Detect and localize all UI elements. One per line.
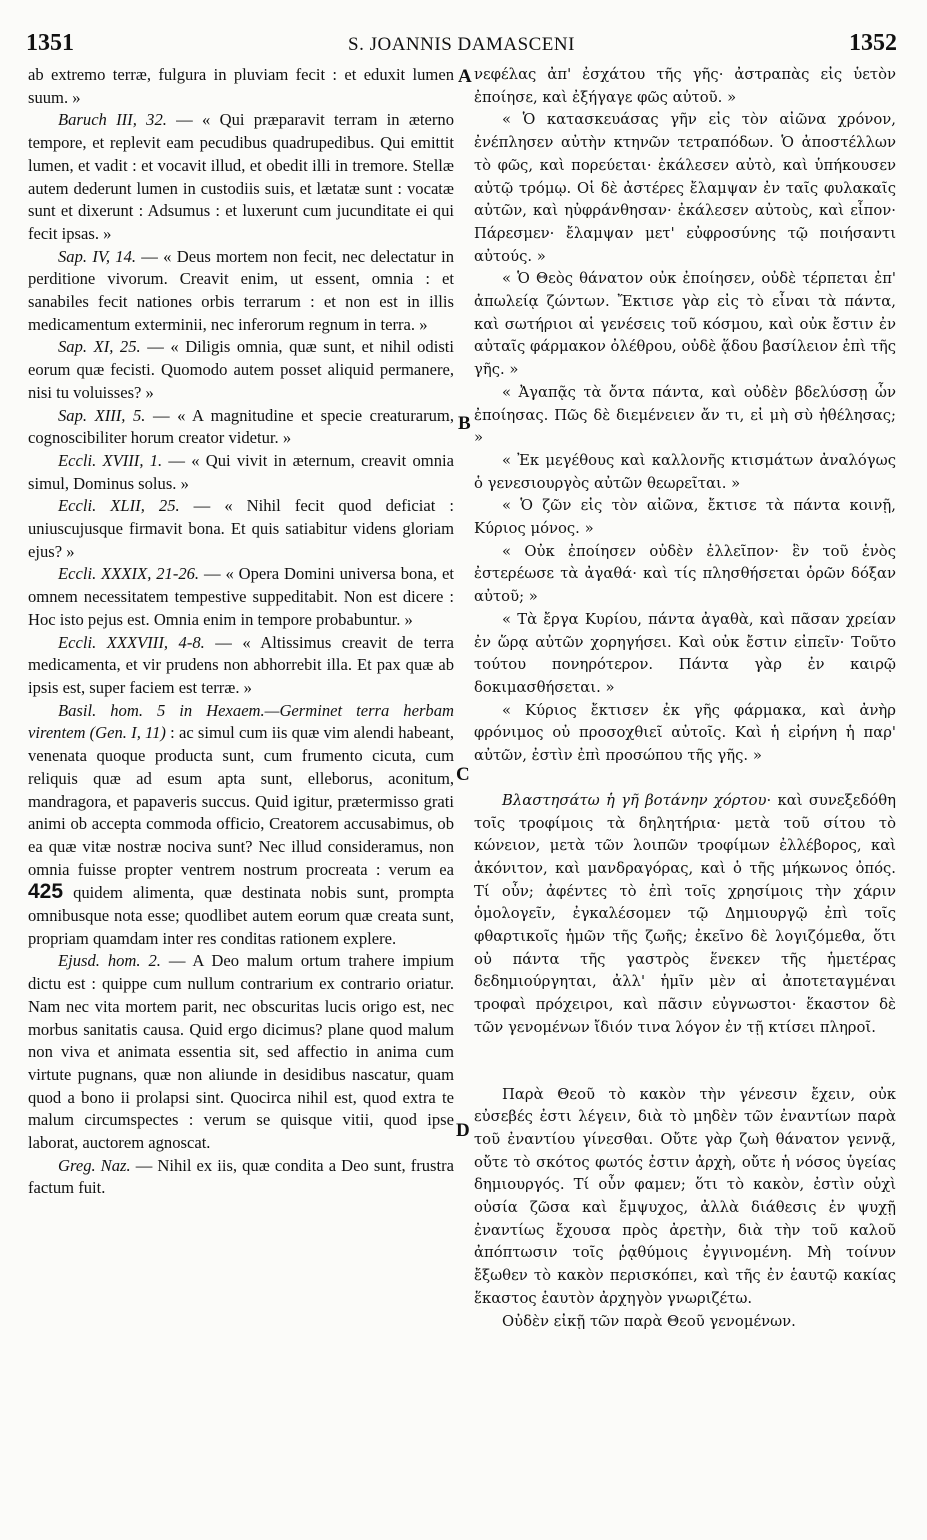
margin-letter-b: B bbox=[458, 413, 471, 434]
latin-paragraph bbox=[28, 495, 454, 563]
greek-paragraph: « Ἐκ μεγέθους καὶ καλλονῆς κτισμάτων ἀναλόγως ὁ γενεσιουργὸς αὐτῶν θεωρεῖται. » bbox=[474, 451, 896, 492]
latin-text: — « Nihil fecit quod deficiat : uniuscujusque firmavit bona. Et quis satiabitur videns gloriam ejus? » bbox=[28, 496, 454, 561]
spacer bbox=[474, 768, 896, 790]
greek-paragraph: « Ὁ ζῶν εἰς τὸν αἰῶνα, ἔκτισε τὰ πάντα κοινῇ, Κύριος μόνος. » bbox=[474, 497, 896, 538]
citation: Sap. IV, 14. bbox=[58, 246, 137, 266]
latin-text: quidem alimenta, quæ destinata nobis sunt, prompta omnibusque nota esse; quodlibet autem eorum quæ creata sunt, propriam quamdam inter res conditas rationem explere. bbox=[28, 883, 454, 948]
margin-letter-a: A bbox=[458, 66, 472, 87]
greek-paragraph: « Ἀγαπᾷς τὰ ὄντα πάντα, καὶ οὐδὲν βδελύσσῃ ὧν ἐποίησας. Πῶς δὲ διεμένειεν ἄν τι, εἰ μὴ σὺ ἠθέλησας; » bbox=[474, 383, 896, 447]
running-title: S. JOANNIS DAMASCENI bbox=[348, 34, 575, 55]
latin-text: — A Deo malum ortum trahere impium dictu est : quippe cum nullum contrarium ex contrario oriatur. Nam nec vita mortem parit, nec obscuritas lucis origo est, nec morbus sanitatis causa. Quid ergo dicimus? plane quod malum non viva et animata essentia sit, sed affectio in anima cum virtute pugnans, quæ non aliunde in desidibus nascatur, quam quod a bono ii prolapsi sint. Quocirca nihil est, quod extra te malum circumspectes : verum se quisque vitii, quod ipse laborat, auctorem agnoscat. bbox=[28, 951, 454, 1153]
citation: Sap. XI, 25. bbox=[58, 337, 141, 357]
latin-text: ab extremo terræ, fulgura in pluviam fecit : et eduxit lumen suum. » bbox=[28, 65, 454, 107]
latin-paragraph bbox=[28, 700, 454, 951]
greek-paragraph: « Οὐκ ἐποίησεν οὐδὲν ἐλλεῖπον· ἓν τοῦ ἑνὸς ἐστερέωσε τὰ ἀγαθά· καὶ τίς πλησθήσεται ὁρῶν δόξαν αὐτοῦ; » bbox=[474, 542, 896, 606]
latin-text: — « Qui vivit in æternum, creavit omnia simul, Dominus solus. » bbox=[28, 450, 454, 493]
latin-text: — « A magnitudine et specie creaturarum, cognoscibiliter horum creator videtur. » bbox=[28, 405, 454, 448]
latin-paragraph bbox=[28, 632, 454, 700]
citation: Baruch III, 32. bbox=[58, 110, 167, 130]
latin-text: — « Diligis omnia, quæ sunt, et nihil odisti eorum quæ fecisti. Quomodo autem posset aliquid permanere, nisi tu voluisses? » bbox=[28, 337, 455, 402]
latin-text: — « Opera Domini universa bona, et omnem necessitatem tempestive suppeditabit. Non est dicere : Hoc isto pejus est. Omnia enim in tempore probabuntur. » bbox=[28, 564, 454, 629]
greek-paragraph: Παρὰ Θεοῦ τὸ κακὸν τὴν γένεσιν ἔχειν, οὐκ εὐσεβές ἐστι λέγειν, διὰ τὸ μηδὲν τῶν ἐναντίων παρὰ τοῦ ἐναντίου γίνεσθαι. Οὔτε γὰρ ζωὴ θάνατον γεννᾷ, οὔτε τὸ σκότος φωτός ἐστιν ἀρχὴ, οὔτε ἡ νόσος ὑγείας δημιουργός. Τί οὖν φαμεν; ὅτι τὸ κακὸν, ἐστὶν οὐχὶ οὐσία ζῶσα καὶ ἔμψυχος, ἀλλὰ διάθεσις ἐν ψυχῇ ἐναντίως ἔχουσα πρὸς ἀρετὴν, διὰ τὴν τοῦ καλοῦ ἀπόπτωσιν τοῖς ῥᾳθύμοις ἐγγινομένη. Μὴ τοίνυν ἔξωθεν τὸ κακὸν περισκόπει, καὶ τῆς ἐν ἑαυτῷ κακίας ἕκαστος ἑαυτὸν ἀρχηγὸν γνωριζέτω. bbox=[474, 1085, 896, 1307]
latin-paragraph bbox=[28, 450, 454, 495]
latin-text: : ac simul cum iis quæ vim alendi habeant, venenata quoque producta sunt, cum frumento cicuta, cum reliquis quæ ad esum apta sunt, elleborus, aconitum, mandragora, et papaveris succus. Quid igitur, prætermisso grati animi ob accepta commoda officio, Creatorem accusabimus, ob ea quæ vitæ nostræ nociva sunt? Nec illud consideramus, non omnia fuisse propter ventrem nostrum procreata : verum ea bbox=[28, 723, 455, 879]
greek-paragraph bbox=[474, 790, 896, 1040]
citation: Basil. hom. 5 in Hexaem.—Germinet terra herbam virentem (Gen. I, 11) bbox=[28, 700, 454, 743]
greek-paragraph: « Τὰ ἔργα Κυρίου, πάντα ἀγαθὰ, καὶ πᾶσαν χρείαν ἐν ὥρᾳ αὐτῶν χορηγήσει. Καὶ οὐκ ἔστιν εἰπεῖν· Τοῦτο τούτου πονηρότερον. Πάντα γὰρ ἐν καιρῷ δοκιμασθήσεται. » bbox=[474, 610, 896, 696]
greek-paragraph: Οὐδὲν εἰκῇ τῶν παρὰ Θεοῦ γενομένων. bbox=[502, 1312, 796, 1330]
greek-paragraph: νεφέλας ἀπ' ἐσχάτου τῆς γῆς· ἀστραπὰς εἰς ὑετὸν ἐποίησε, καὶ ἐξήγαγε φῶς αὐτοῦ. » bbox=[474, 66, 896, 106]
citation: Eccli. XXXVIII, 4-8. bbox=[58, 632, 205, 652]
citation: Eccli. XXXIX, 21-26. bbox=[58, 564, 200, 584]
citation: Eccli. XVIII, 1. bbox=[58, 450, 163, 470]
citation: Greg. Naz. bbox=[58, 1155, 131, 1175]
latin-paragraph bbox=[28, 563, 454, 631]
spacer bbox=[474, 1040, 896, 1084]
greek-column bbox=[474, 64, 896, 1333]
latin-paragraph bbox=[28, 64, 454, 109]
citation: Eccli. XLII, 25. bbox=[58, 496, 180, 516]
latin-text: — Nihil ex iis, quæ condita a Deo sunt, frustra factum fuit. bbox=[28, 1155, 455, 1198]
greek-paragraph: « Ὁ Θεὸς θάνατον οὐκ ἐποίησεν, οὐδὲ τέρπεται ἐπ' ἀπωλείᾳ ζώντων. Ἔκτισε γὰρ εἰς τὸ εἶναι τὰ πάντα, καὶ σωτήριοι αἱ γενέσεις τοῦ κόσμου, καὶ οὐκ ἔστιν ἐν αὐταῖς φάρμακον ὀλέθρου, οὐδὲ ᾅδου βασίλειον ἐπὶ τῆς γῆς. » bbox=[474, 270, 896, 379]
column-number-marker: 425 bbox=[28, 880, 64, 904]
latin-paragraph bbox=[28, 336, 454, 404]
greek-paragraph: « Κύριος ἔκτισεν ἐκ γῆς φάρμακα, καὶ ἀνὴρ φρόνιμος οὐ προσοχθιεῖ αὐτοῖς. Καὶ ἡ εἰρήνη ἡ παρ' αὐτῶν, ἐστὶν ἐπὶ προσώπου τῆς γῆς. » bbox=[474, 701, 896, 765]
citation: Ejusd. hom. 2. bbox=[58, 951, 161, 971]
margin-letter-c: C bbox=[456, 764, 470, 785]
latin-text: — « Qui præparavit terram in æterno tempore, et replevit eam pecudibus quadrupedibus. Qui emittit lumen, et vadit : et vocavit illud, et obedit illi in tremore. Stellæ autem dederunt lumen in custodiis suis, et lætatæ sunt : vocatæ sunt et dixerunt : Adsumus : et luxerunt cum jucunditate ei qui fecit ipsas. » bbox=[28, 110, 454, 243]
page-number-right: 1352 bbox=[849, 30, 897, 56]
greek-text: · καὶ συνεξεδόθη τοῖς τροφίμοις τὰ δηλητήρια· μετὰ τοῦ σίτου τὸ κώνειον, μετὰ τῶν λοιπῶν τροφίμων ἐλλέβορος, καὶ ἀκόνιτον, καὶ μανδραγόρας, καὶ ὁ τῆς μήκωνος ὀπός. Τί οὖν; ἀφέντες τὸ ἐπὶ τοῖς χρησίμοις τὴν χάριν ὁμολογεῖν, ἐγκαλέσομεν τῷ Δημιουργῷ ἐπὶ τοῖς φθαρτικοῖς ἡμῶν τῆς ζωῆς; ἐκεῖνο δὲ λογιζόμεθα, ὅτι οὐ πάντα τῆς γαστρὸς ἕνεκεν τῆς ἡμετέρας δεδημιούργηται, ἀλλ' ἡμῖν μὲν αἱ ἀποτεταγμέναι τροφαὶ πρόχειροι, καὶ πᾶσιν εὐγνωστοι· ἕκαστον δὲ τῶν γενομένων ἴδιόν τινα λόγον ἐν τῇ κτίσει πληροῖ. bbox=[474, 791, 896, 1036]
latin-paragraph bbox=[28, 1155, 454, 1200]
page-number-left: 1351 bbox=[26, 30, 74, 56]
margin-letter-d: D bbox=[456, 1120, 470, 1141]
greek-paragraph: « Ὁ κατασκευάσας γῆν εἰς τὸν αἰῶνα χρόνον, ἐνέπλησεν αὐτὴν κτηνῶν τετραπόδων. Ὁ ἀποστέλλων τὸ φῶς, καὶ πορεύεται· ἐκάλεσεν αὐτὸ, καὶ ὑπήκουσεν αὐτῷ τρόμῳ. Οἱ δὲ ἀστέρες ἔλαμψαν ἐν ταῖς φυλακαῖς αὐτῶν, καὶ ηὐφράνθησαν· ἐκάλεσεν αὐτοὺς, καὶ εἶπον· Πάρεσμεν· ἔλαμψαν μετ' εὐφροσύνης τῷ ποιήσαντι αὐτούς. » bbox=[474, 111, 896, 265]
latin-text: — « Altissimus creavit de terra medicamenta, et vir prudens non abhorrebit illa. Et pax quæ ab ipsis est, super faciem est terræ. » bbox=[28, 632, 455, 697]
latin-paragraph bbox=[28, 246, 454, 337]
citation: Sap. XIII, 5. bbox=[58, 405, 146, 425]
latin-paragraph bbox=[28, 109, 454, 245]
citation: Βλαστησάτω ἡ γῆ βοτάνην χόρτου bbox=[502, 791, 767, 809]
latin-paragraph bbox=[28, 950, 454, 1154]
latin-paragraph bbox=[28, 405, 454, 450]
running-header bbox=[26, 30, 897, 60]
latin-text: — « Deus mortem non fecit, nec delectatur in perditione vivorum. Creavit enim, ut essent, omnia : et sanabiles fecit nationes orbis terrarum : et non est in illis medicamentum exterminii, nec inferorum regnum in terra. » bbox=[28, 246, 454, 334]
latin-column bbox=[28, 64, 454, 1200]
